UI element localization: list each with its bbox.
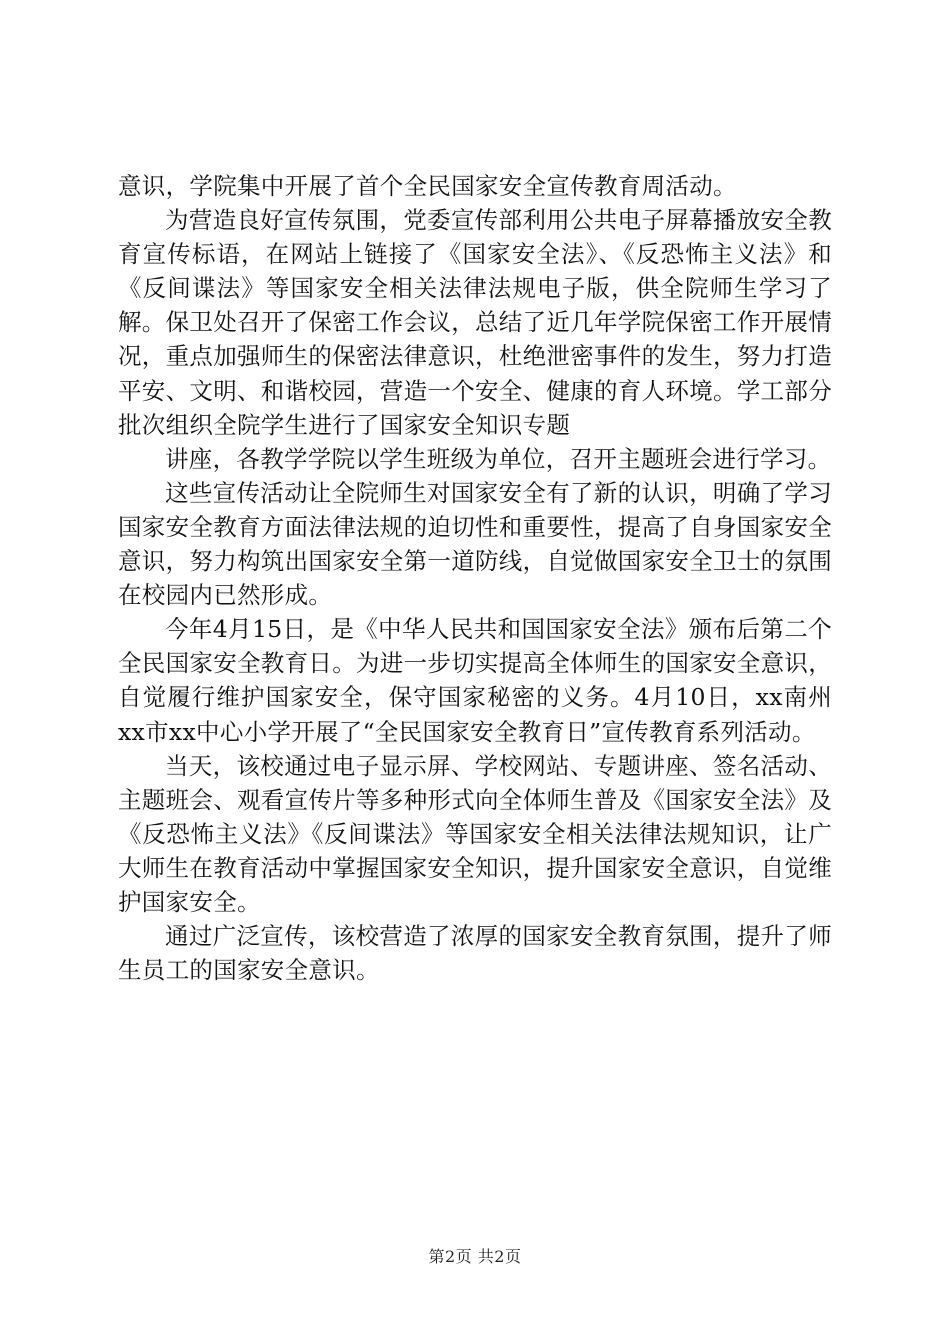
page-footer — [0, 1244, 950, 1267]
paragraph-7: 通过广泛宣传，该校营造了浓厚的国家安全教育氛围，提升了师生员工的国家安全意识。 — [118, 922, 832, 985]
page-number-label: 第2页 共2页 — [428, 1247, 522, 1266]
document-body — [118, 169, 832, 987]
paragraph-5: 今年4月15日，是《中华人民共和国国家安全法》颁布后第二个全民国家安全教育日。为进一步切实提高全体师生的国家安全意识，自觉履行维护国家安全，保守国家秘密的义务。4月10日，xx南州xx市xx中心小学开展了“全民国家安全教育日”宣传教育系列活动。 — [118, 615, 832, 746]
paragraph-1: 意识，学院集中开展了首个全民国家安全宣传教育周活动。 — [118, 172, 737, 200]
paragraph-3: 讲座，各教学学院以学生班级为单位，召开主题班会进行学习。 — [165, 444, 832, 473]
paragraph-6: 当天，该校通过电子显示屏、学校网站、专题讲座、签名活动、主题班会、观看宣传片等多种形式向全体师生普及《国家安全法》及《反恐怖主义法》《反间谍法》等国家安全相关法律法规知识，让广大师生在教育活动中掌握国家安全知识，提升国家安全意识，自觉维护国家安全。 — [118, 751, 832, 916]
paragraph-4: 这些宣传活动让全院师生对国家安全有了新的认识，明确了学习国家安全教育方面法律法规的迫切性和重要性，提高了自身国家安全意识，努力构筑出国家安全第一道防线，自觉做国家安全卫士的氛围在校园内已然形成。 — [118, 478, 832, 610]
paragraph-2: 为营造良好宣传氛围，党委宣传部利用公共电子屏幕播放安全教育宣传标语，在网站上链接了《国家安全法》、《反恐怖主义法》和《反间谍法》等国家安全相关法律法规电子版，供全院师生学习了解。保卫处召开了保密工作会议，总结了近几年学院保密工作开展情况，重点加强师生的保密法律意识，杜绝泄密事件的发生，努力打造平安、文明、和谐校园，营造一个安全、健康的育人环境。学工部分批次组织全院学生进行了国家安全知识专题 — [118, 206, 832, 439]
